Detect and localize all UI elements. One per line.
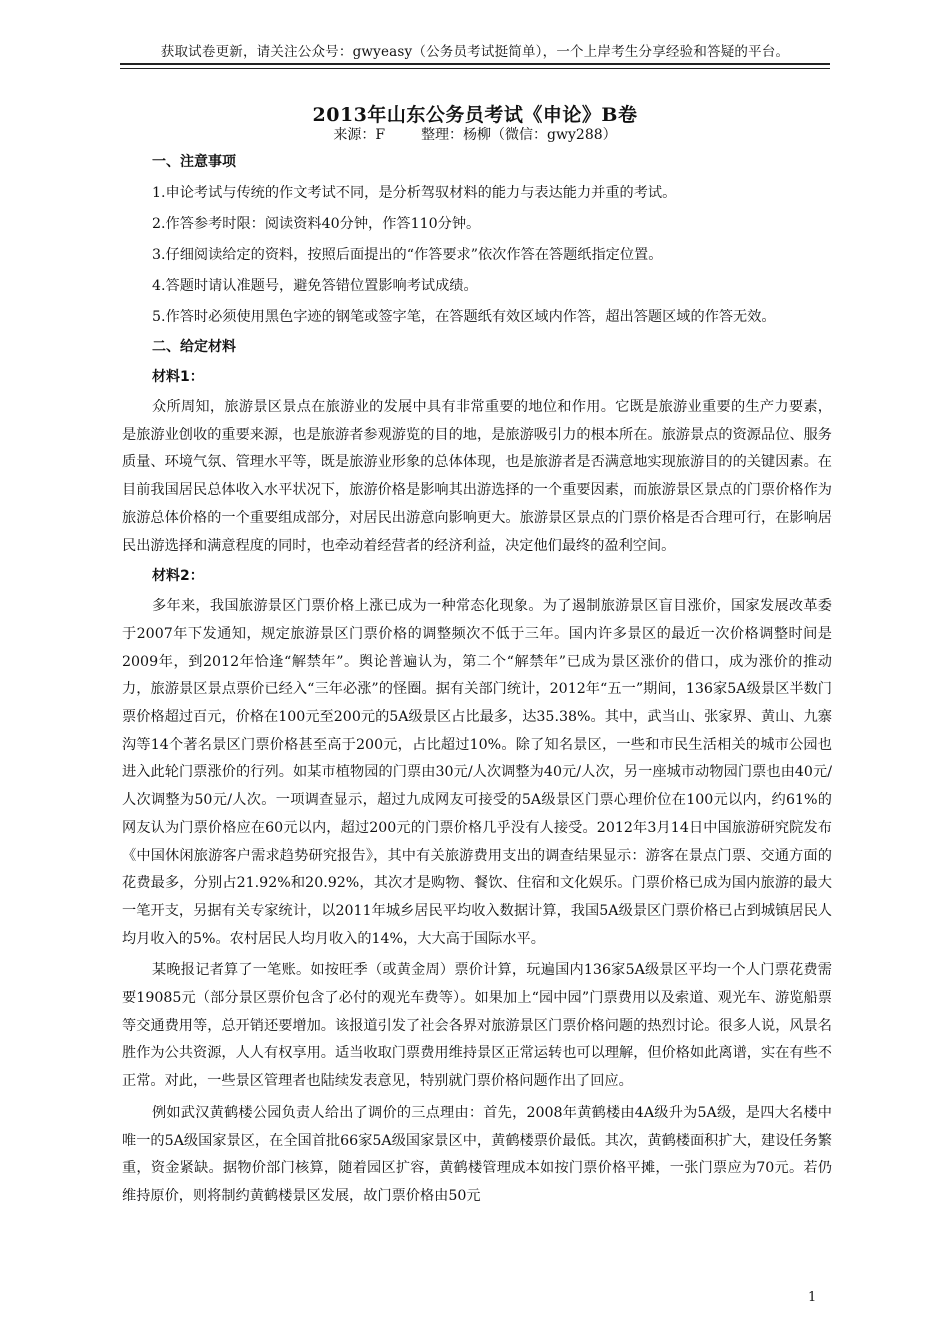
page-number: 1 (808, 1290, 817, 1305)
material-2-label: 材料2： (152, 568, 204, 585)
material-paragraph: 某晚报记者算了一笔账。如按旺季（或黄金周）票价计算，玩遍国内136家5A级景区平均一个人门票花费需要19085元（部分景区票价包含了必付的观光车费等）。如果加上“园中园”门票费用以及索道、观光车、游览船票等交通费用等，总开销还要增加。该报道引发了社会各界对旅游景区门票价格问题的热烈讨论。很多人说，风景名胜作为公共资源，人人有权享用。适当收取门票费用维持景区正常运转也可以理解，但价格如此离谱，实在有些不正常。对此，一些景区管理者也陆续发表意见，特别就门票价格问题作出了回应。 (122, 962, 832, 1090)
material-paragraph: 例如武汉黄鹤楼公园负责人给出了调价的三点理由：首先，2008年黄鹤楼由4A级升为5A级，是四大名楼中唯一的5A级国家景区，在全国首批66家5A级国家景区中，黄鹤楼票价最低。其次，黄鹤楼面积扩大，建设任务繁重，资金紧缺。据物价部门核算，随着园区扩容，黄鹤楼管理成本如按门票价格平摊，一张门票应为70元。若仍维持原价，则将制约黄鹤楼景区发展，故门票价格由50元 (122, 1104, 832, 1204)
notice-item: 4.答题时请认准题号，避免答错位置影响考试成绩。 (152, 278, 478, 294)
document-body (122, 150, 832, 1215)
material-paragraph: 多年来，我国旅游景区门票价格上涨已成为一种常态化现象。为了遏制旅游景区盲目涨价，国家发展改革委于2007年下发通知，规定旅游景区门票价格的调整频次不低于三年。国内许多景区的最近一次价格调整时间是2009年，到2012年恰逢“解禁年”。舆论普遍认为，第二个“解禁年”已成为景区涨价的借口，成为涨价的推动力，旅游景区景点票价已经入“三年必涨”的怪圈。据有关部门统计，2012年“五一”期间，136家5A级景区半数门票价格超过百元，价格在100元至200元的5A级景区占比最多，达35.38%。其中，武当山、张家界、黄山、九寨沟等14个著名景区门票价格甚至高于200元，占比超过10%。除了知名景区，一些和市民生活相关的城市公园也进入此轮门票涨价的行列。如某市植物园的门票由30元/人次调整为40元/人次，另一座城市动物园门票也由40元/人次调整为50元/人次。一项调查显示，超过九成网友可接受的5A级景区门票心理价位在100元以内，约61%的网友认为门票价格应在60元以内，超过200元的门票价格几乎没有人接受。2012年3月14日中国旅游研究院发布《中国休闲旅游客户需求趋势研究报告》，其中有关旅游费用支出的调查结果显示：游客在景点门票、交通方面的花费最多，分别占21.92%和20.92%，其次才是购物、餐饮、住宿和文化娱乐。门票价格已成为国内旅游的最大一笔开支，另据有关专家统计，以2011年城乡居民平均收入数据计算，我国5A级景区门票价格已占到城镇居民人均月收入的5%。农村居民人均月收入的14%，大大高于国际水平。 (122, 598, 832, 947)
material-paragraph: 众所周知，旅游景区景点在旅游业的发展中具有非常重要的地位和作用。它既是旅游业重要的生产力要素，是旅游业创收的重要来源，也是旅游者参观游览的目的地，是旅游吸引力的根本所在。旅游景点的资源品位、服务质量、环境气氛、管理水平等，既是旅游业形象的总体体现，也是旅游者是否满意地实现旅游目的的关键因素。在目前我国居民总体收入水平状况下，旅游价格是影响其出游选择的一个重要因素，而旅游景区景点的门票价格作为旅游总体价格的一个重要组成部分，对居民出游意向影响更大。旅游景区景点的门票价格是否合理可行，在影响居民出游选择和满意程度的同时，也牵动着经营者的经济利益，决定他们最终的盈利空间。 (122, 399, 832, 554)
document-title: 2013年山东公务员考试《申论》B卷 (312, 104, 638, 126)
notice-item: 2.作答参考时限：阅读资料40分钟，作答110分钟。 (152, 216, 481, 232)
editor-label: 整理：杨柳（微信：gwy288） (421, 127, 617, 143)
section-heading-materials: 二、给定材料 (152, 339, 236, 355)
source-label: 来源：F (333, 127, 386, 143)
header-rule-thin (120, 68, 830, 69)
material-1-label: 材料1： (152, 369, 204, 385)
document-source-line (0, 124, 950, 144)
header-rule-thick (120, 63, 830, 65)
notice-item: 3.仔细阅读给定的资料，按照后面提出的“作答要求”依次作答在答题纸指定位置。 (152, 247, 663, 263)
notice-item: 1.申论考试与传统的作文考试不同，是分析驾驭材料的能力与表达能力并重的考试。 (152, 185, 677, 201)
section-heading-notes: 一、注意事项 (152, 154, 236, 170)
notice-item: 5.作答时必须使用黑色字迹的钢笔或签字笔，在答题纸有效区域内作答，超出答题区域的作答无效。 (152, 309, 776, 325)
page-header-notice: 获取试卷更新，请关注公众号：gwyeasy（公务员考试挺简单），一个上岸考生分享经验和答疑的平台。 (160, 44, 790, 60)
